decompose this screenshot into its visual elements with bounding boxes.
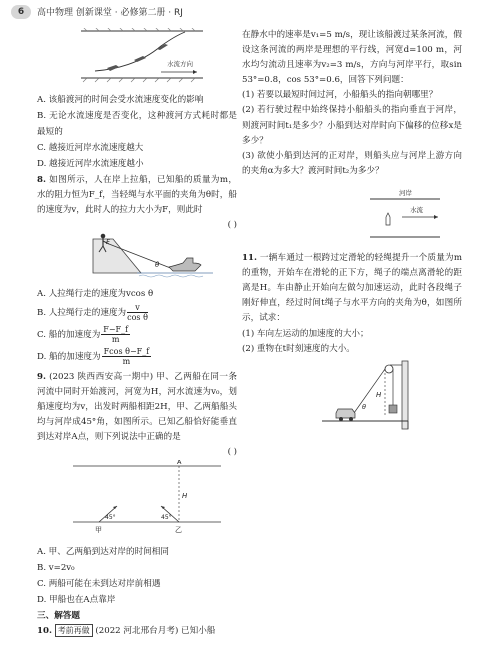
q8-d-fraction: $\frac{\text{Fcos θ−F\_f}}{m}$ — [103, 346, 150, 366]
q7-option-a: A. 该船渡河的时间会受水流速度变化的影响 — [37, 95, 204, 106]
water-flow-label: 水流 — [410, 205, 423, 214]
page-header — [0, 0, 480, 26]
q10-sub-3: (3) 欲使小船到达河的正对岸，则船头应与河岸上游方向的夹角α为多大？渡河时间t₂为多少？ — [242, 150, 462, 176]
q9-number: 9. — [37, 371, 46, 382]
q10-sub-1: (1) 若要以最短时间过河，小船船头的指向朝哪里？ — [242, 90, 438, 101]
q10-tag: 考前再做 — [55, 624, 93, 637]
river-bank-figure — [242, 179, 462, 245]
q7-option-b: B. 无论水流速度是否变化，这种渡河方式耗时都是最短的 — [37, 111, 237, 138]
q7-option-d: D. 越接近河岸水流速度越小 — [37, 159, 144, 170]
header-title: 高中物理 创新课堂 · 必修第二册 · RJ — [37, 8, 183, 18]
question-10-start — [37, 624, 237, 639]
q8-option-b: B. 人拉绳行走的速度为 $\frac{v}{\text{cos θ}}$ — [37, 302, 148, 322]
bank-label: 河岸 — [399, 188, 412, 197]
q10-text-start: (2022 河北邢台月考) 已知小船 — [95, 626, 216, 637]
boat-jia-label: 甲 — [95, 526, 102, 535]
q8-option-c: C. 船的加速度为 $\frac{F-F\_f}{m}$ — [37, 324, 129, 344]
angle-label-jia: 45° — [105, 514, 116, 522]
q11-number: 11. — [242, 253, 257, 264]
q9-option-d: D. 甲船也在A点靠岸 — [37, 595, 116, 606]
page-number: 6 — [11, 5, 31, 19]
q8-option-a: A. 人拉绳行走的速度为vcos θ — [37, 288, 154, 299]
two-boats-figure — [37, 460, 237, 538]
section-heading: 三、解答题 — [37, 611, 80, 622]
boat-yi-label: 乙 — [175, 526, 182, 535]
q8-number: 8. — [37, 175, 46, 186]
q8-option-d: D. 船的加速度为 $\frac{\text{Fcos θ−F\_f}}{m}$ — [37, 346, 150, 366]
q8-text: 如图所示，人在岸上拉船，已知船的质量为m，水的阻力恒为F_f，当轻绳与水平面的夹角为θ时，船的速度为v，此时人的拉力大小为F，则此时 — [37, 175, 237, 216]
width-label-h: H — [182, 492, 188, 501]
q7-option-c: C. 越接近河岸水流速度越大 — [37, 143, 144, 154]
q9-option-b: B. v=2v₀ — [37, 563, 75, 574]
left-column — [37, 28, 237, 639]
car-pulley-figure — [242, 357, 462, 437]
river-boat-figure — [37, 28, 237, 86]
q9-option-c: C. 两船可能在未到达对岸前相遇 — [37, 579, 161, 590]
question-8 — [37, 173, 237, 218]
q11-sub-1: (1) 车向左运动的加速度的大小； — [242, 328, 369, 339]
q9-text: (2023 陕西西安高一期中) 甲、乙两船在同一条河流中同时开始渡河，河宽为H，河水流速为v₀，划船速度均为v，出发时两船相距2H，甲、乙两船船头均与河岸成45°角，如图所示。已知乙船恰好能垂直到达对岸A点，则下列说法中正确的是 — [37, 371, 238, 442]
q11-text: 一辆车通过一根跨过定滑轮的轻绳提升一个质量为m的重物，开始车在滑轮的正下方，绳子的端点离滑轮的距离是H。车由静止开始向左做匀加速运动，此时各段绳子刚好伸直，经过时间t绳子与水平方向的夹角为θ，如图所示，试求： — [242, 253, 463, 324]
height-label-h: H — [376, 390, 382, 399]
point-a-label: A — [177, 460, 182, 467]
q9-option-a: A. 甲、乙两船到达对岸的时间相同 — [37, 547, 169, 558]
q8-answer-paren: ( ) — [227, 220, 237, 231]
force-label-f: F — [106, 238, 111, 247]
question-11 — [242, 251, 462, 326]
question-9 — [37, 370, 237, 445]
angle-label-theta2: θ — [362, 402, 366, 411]
q10-sub-2: (2) 若行驶过程中始终保持小船船头的指向垂直于河岸，则渡河时间t₁是多少？小船到达对岸时向下偏移的位移x是多少？ — [242, 105, 462, 146]
q10-text-cont: 在静水中的速率是v₁=5 m/s，现让该船渡过某条河流，假设这条河流的两岸是理想的平行线，河宽d=100 m，河水均匀流动且速率为v₂=3 m/s，方向与河岸平行，取sin 53°=0.8，cos 53°=0.6，回答下列问题： — [242, 30, 462, 86]
right-column — [242, 28, 462, 443]
angle-label-theta: θ — [155, 261, 160, 270]
angle-label-yi: 45° — [161, 514, 172, 522]
boat-pulling-figure — [37, 233, 237, 279]
q9-answer-paren: ( ) — [227, 447, 237, 458]
flow-direction-label: 水流方向 — [167, 60, 193, 68]
q10-number: 10. — [37, 626, 52, 637]
q8-b-fraction: $\frac{v}{\text{cos θ}}$ — [127, 302, 148, 322]
q8-c-fraction: $\frac{F-F\_f}{m}$ — [103, 324, 129, 344]
q11-sub-2: (2) 重物在t时刻速度的大小。 — [242, 343, 355, 354]
